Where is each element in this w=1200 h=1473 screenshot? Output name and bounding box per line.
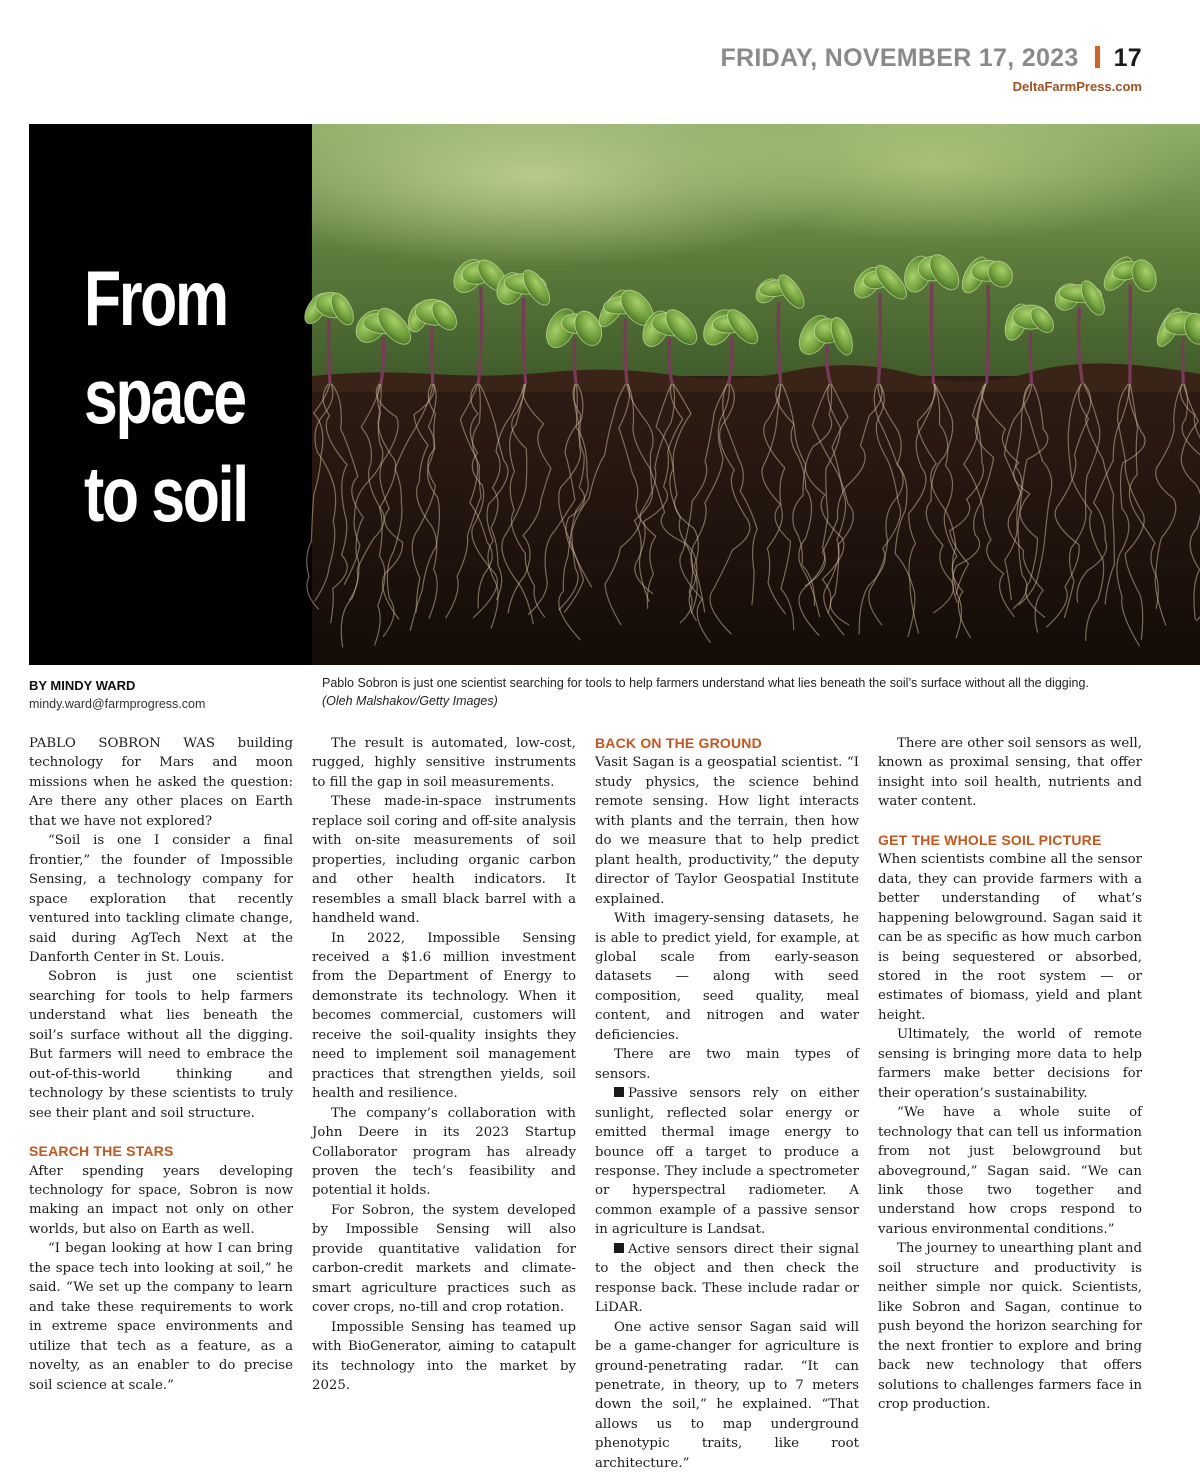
photo-credit: (Oleh Malshakov/Getty Images) xyxy=(322,694,498,708)
paragraph: The result is automated, low-cost, rugged, highly sensitive instruments to fill the gap in soil measurements. xyxy=(312,734,576,792)
paragraph: When scientists combine all the sensor data, they can provide farmers with a better understanding of what’s happening belowground. Sagan said it can be as specific as how much carbon is being sequestered or absorbed, stored in the root system — or estimates of biomass, yield and plant height. xyxy=(878,850,1142,1025)
seedling-stem xyxy=(1030,331,1031,384)
headline-line-2: space xyxy=(84,347,247,445)
section-heading-get-the-whole-soil-picture: GET THE WHOLE SOIL PICTURE xyxy=(878,831,1142,850)
caption-text: Pablo Sobron is just one scientist searching for tools to help farmers understand what lies beneath the soil’s surface without all the digging. xyxy=(322,676,1089,690)
paragraph: For Sobron, the system developed by Impossible Sensing will also provide quantitative validation for carbon-credit markets and climate-smart agriculture practices such as cover crops, no-till and crop rotation. xyxy=(312,1201,576,1318)
bullet-paragraph xyxy=(595,1240,859,1318)
website-link[interactable]: DeltaFarmPress.com xyxy=(720,79,1142,94)
bullet-paragraph xyxy=(595,1084,859,1240)
seedling-stem xyxy=(932,283,934,384)
seedlings-soil-illustration xyxy=(312,124,1200,665)
photo-caption xyxy=(322,674,1122,710)
headline-line-3: to soil xyxy=(84,445,247,543)
paragraph: Impossible Sensing has teamed up with BioGenerator, aiming to catapult its technology into the market by 2025. xyxy=(312,1318,576,1396)
paragraph: After spending years developing technology for space, Sobron is now making an impact not only on other worlds, but also on Earth as well. xyxy=(29,1162,293,1240)
paragraph: The company’s collaboration with John Deere in its 2023 Startup Collaborator program has already proven the tech’s feasibility and potential it holds. xyxy=(312,1104,576,1201)
square-bullet-icon xyxy=(614,1243,624,1253)
issue-date: FRIDAY, NOVEMBER 17, 2023 xyxy=(720,44,1078,72)
paragraph: “We have a whole suite of technology that can tell us information from not just belowground but aboveground,” Sagan said. “We can link those two together and understand how crops respond to various environmental conditions.” xyxy=(878,1103,1142,1239)
paragraph: With imagery-sensing datasets, he is able to predict yield, for example, at global scale from early-season datasets — along with seed composition, seed quality, meal content, and nitrogen and water deficiencies. xyxy=(595,909,859,1045)
paragraph: In 2022, Impossible Sensing received a $1.6 million investment from the Department of Energy to demonstrate its technology. When it becomes commercial, customers will receive the soil-quality insights they need to implement soil management practices that strengthen yields, soil health and resilience. xyxy=(312,929,576,1104)
article-column-1 xyxy=(29,734,293,1395)
paragraph: These made-in-space instruments replace soil coring and off-site analysis with on-site measurements of soil properties, including organic carbon and other health indicators. It resembles a small black barrel with a handheld wand. xyxy=(312,792,576,928)
paragraph: “I began looking at how I can bring the space tech into looking at soil,” he said. “We set up the company to learn and take these requirements to work in extreme space environments and utilize that tech as a feature, as a novelty, as an enabler to do precise soil science at scale.” xyxy=(29,1239,293,1395)
page-number: 17 xyxy=(1114,44,1142,72)
seedling-stem xyxy=(329,319,330,384)
paragraph: The journey to unearthing plant and soil structure and productivity is neither simple nor quick. Scientists, like Sobron and Sagan, continue to push beyond the horizon searching for the next frontier to explore and bring back new technology that offers solutions to challenges farmers face in crop production. xyxy=(878,1239,1142,1414)
seedling-stem xyxy=(878,293,880,384)
article-column-3 xyxy=(595,734,859,1473)
paragraph: One active sensor Sagan said will be a game-changer for agriculture is ground-penetrating radar. “It can penetrate, in theory, up to 7 meters down the soil,” he explained. “That allows us to map underground phenotypic traits, like root architecture.” xyxy=(595,1318,859,1473)
paragraph: Ultimately, the world of remote sensing is bringing more data to help farmers make better decisions for their operation’s sustainability. xyxy=(878,1025,1142,1103)
hero-photo xyxy=(312,124,1200,665)
author-email-link[interactable]: mindy.ward@farmprogress.com xyxy=(29,697,205,711)
dateline xyxy=(720,44,1142,73)
paragraph: “Soil is one I consider a final frontier,” the founder of Impossible Sensing, a technology company for space exploration that recently ventured into tackling climate change, said during AgTech Next at the Danforth Center in St. Louis. xyxy=(29,831,293,967)
masthead-divider xyxy=(1095,46,1100,68)
section-heading-back-on-the-ground: BACK ON THE GROUND xyxy=(595,734,859,753)
paragraph: There are two main types of sensors. xyxy=(595,1045,859,1084)
article-column-4 xyxy=(878,734,1142,1414)
seedling-stem xyxy=(574,338,576,384)
paragraph: PABLO SOBRON WAS building technology for Mars and moon missions when he asked the question: Are there any other places on Earth that we have not explored? xyxy=(29,734,293,831)
article-column-2 xyxy=(312,734,576,1395)
section-heading-search-the-stars: SEARCH THE STARS xyxy=(29,1142,293,1161)
author-name: BY MINDY WARD xyxy=(29,678,205,693)
square-bullet-icon xyxy=(614,1087,624,1097)
byline xyxy=(29,678,205,711)
headline-line-1: From xyxy=(84,249,247,347)
masthead xyxy=(720,44,1142,94)
seedling-stem xyxy=(1182,337,1183,384)
paragraph: Sobron is just one scientist searching for tools to help farmers understand what lies beneath the soil’s surface without all the digging. But farmers will need to embrace the out-of-this-world thinking and technology by these scientists to truly see their plant and soil structure. xyxy=(29,967,293,1123)
seedling-stem xyxy=(432,326,433,384)
headline xyxy=(84,249,247,543)
paragraph: There are other soil sensors as well, known as proximal sensing, that offer insight into soil health, nutrients and water content. xyxy=(878,734,1142,812)
headline-panel xyxy=(29,124,312,665)
bullet-text: Active sensors direct their signal to the object and then check the response back. These include radar or LiDAR. xyxy=(595,1242,859,1315)
seedling-stem xyxy=(987,285,989,384)
paragraph: Vasit Sagan is a geospatial scientist. “I study physics, the science behind remote sensing. How light interacts with plants and the terrain, then how do we measure that to help predict plant health, productivity,” the deputy director of Taylor Geospatial Institute explained. xyxy=(595,753,859,909)
hero-section xyxy=(29,124,1200,665)
bullet-text: Passive sensors rely on either sunlight, reflected solar energy or emitted thermal image energy to bounce off a target to produce a response. They include a spectrometer or hyperspectral radiometer. A common example of a passive sensor in agriculture is Landsat. xyxy=(595,1086,859,1237)
